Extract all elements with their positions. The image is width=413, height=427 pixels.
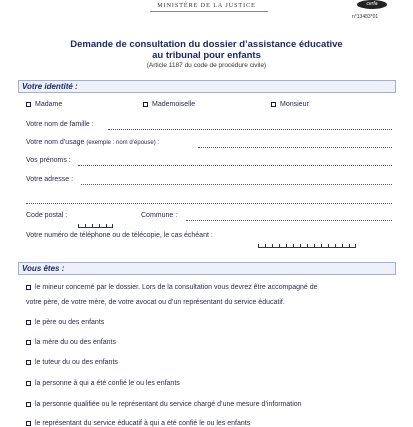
form-title-line1: Demande de consultation du dossier d’assistance éducative [70,39,343,50]
address-label: Votre adresse : [26,176,74,183]
option-qualified-person[interactable]: la personne qualifiée ou le représentant du service chargé d’une mesure d’information [26,401,302,408]
commune-label: Commune : [141,212,178,219]
option-father[interactable]: le père ou des enfants [26,319,104,326]
commune-field[interactable] [186,220,392,221]
option-educational-service[interactable]: le représentant du service éducatif à qui a été confié le ou les enfants [26,420,250,427]
checkbox-mademoiselle[interactable] [143,102,148,107]
identity-section-header [18,80,396,93]
family-name-label: Votre nom de famille : [26,121,94,128]
checkbox-mother[interactable] [26,340,31,345]
checkbox-educational-service[interactable] [26,421,31,426]
option-custodian[interactable]: la personne à qui a été confié le ou les enfants [26,380,180,387]
civility-mademoiselle[interactable]: Mademoiselle [143,101,195,108]
address-field[interactable] [81,184,392,185]
family-name-field[interactable] [108,129,392,130]
postal-code-field[interactable] [78,215,113,233]
ministry-name: MINISTÈRE DE LA JUSTICE [157,3,256,9]
option-mother[interactable]: la mère du ou des enfants [26,339,116,346]
civility-monsieur[interactable]: Monsieur [271,101,309,108]
checkbox-monsieur[interactable] [271,102,276,107]
checkbox-madame[interactable] [26,102,31,107]
option-minor-continuation: votre père, de votre mère, de votre avocat ou d’un représentant du service éducatif. [26,299,285,306]
first-names-label: Vos prénoms : [26,157,71,164]
checkbox-father[interactable] [26,320,31,325]
address-field-line2[interactable] [26,203,392,204]
usage-name-field[interactable] [198,147,392,148]
cerfa-number: n°13483*01 [352,14,379,20]
first-names-field[interactable] [78,165,392,166]
you-are-section-header [18,262,396,275]
checkbox-minor[interactable] [26,285,31,290]
option-minor[interactable]: le mineur concerné par le dossier. Lors de la consultation vous devrez être accompagné de [26,284,318,291]
cerfa-logo: cerfa [357,0,387,9]
identity-section-title: Votre identité : [22,82,78,91]
usage-name-label: Votre nom d’usage (exemple : nom d’épouse) : [26,139,160,146]
ministry-divider [150,11,268,12]
form-title-line2: au tribunal pour enfants [152,50,261,61]
checkbox-guardian[interactable] [26,360,31,365]
phone-field[interactable] [258,235,356,253]
form-subtitle: (Article 1187 du code de procédure civile) [146,62,267,69]
you-are-section-title: Vous êtes : [22,264,65,273]
option-guardian[interactable]: le tuteur du ou des enfants [26,359,118,366]
civility-madame[interactable]: Madame [26,101,62,108]
phone-label: Votre numéro de téléphone ou de télécopie, le cas échéant : [26,232,213,239]
checkbox-custodian[interactable] [26,381,31,386]
postal-code-label: Code postal : [26,212,68,219]
checkbox-qualified-person[interactable] [26,402,31,407]
